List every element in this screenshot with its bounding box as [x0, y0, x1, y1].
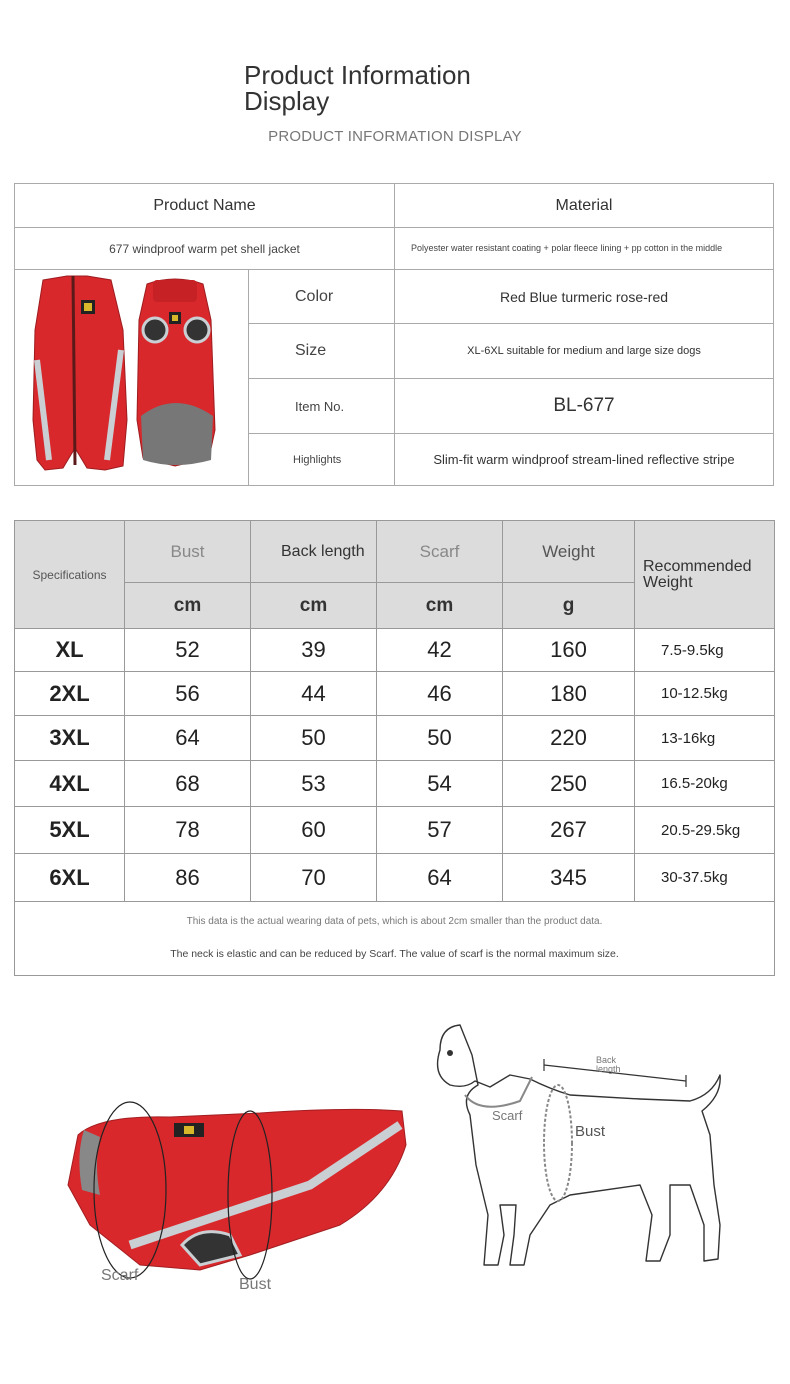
size-cell: XL — [55, 637, 84, 662]
bust-cell: 64 — [175, 725, 200, 750]
weight-cell: 250 — [550, 770, 587, 796]
product-name-label: Product Name — [153, 196, 256, 214]
page-title: Product Information Display — [244, 60, 471, 116]
table-row — [15, 716, 774, 760]
scarf-cell: 64 — [427, 864, 452, 890]
weight-cell: 267 — [550, 817, 587, 842]
jacket-scarf-label: Scarf — [101, 1267, 139, 1284]
jacket-measure-diagram — [60, 1095, 420, 1295]
table-note-scarf: The neck is elastic and can be reduced by Scarf. The value of scarf is the normal maximum size. — [170, 948, 619, 960]
spec-header: Specifications — [32, 567, 107, 582]
page-subtitle: PRODUCT INFORMATION DISPLAY — [268, 128, 522, 145]
size-label: Size — [295, 342, 327, 359]
table-row — [15, 807, 774, 853]
bust-cell: 52 — [175, 637, 200, 662]
jacket-bust-label: Bust — [239, 1276, 272, 1293]
back-cell: 70 — [301, 864, 326, 890]
back-cell: 44 — [301, 680, 326, 706]
back-cell: 53 — [301, 770, 326, 796]
product-info-table — [14, 183, 774, 486]
scarf-cell: 54 — [427, 770, 452, 796]
dog-bust-label: Bust — [575, 1123, 606, 1140]
recommended-weight-header: Recommended Weight — [643, 557, 752, 591]
weight-unit: g — [562, 594, 575, 616]
recommended-cell: 30-37.5kg — [661, 869, 728, 886]
weight-header: Weight — [542, 541, 595, 561]
scarf-header: Scarf — [419, 541, 460, 561]
scarf-unit: cm — [425, 594, 454, 616]
recommended-cell: 16.5-20kg — [661, 775, 728, 792]
weight-cell: 160 — [550, 637, 587, 662]
bust-header: Bust — [170, 541, 205, 561]
color-label: Color — [295, 287, 334, 305]
item-no-value: BL-677 — [553, 395, 615, 416]
dog-measure-diagram — [420, 1015, 740, 1305]
size-cell: 2XL — [49, 680, 90, 706]
weight-cell: 220 — [550, 725, 587, 750]
size-chart-table — [14, 520, 775, 976]
dog-scarf-label: Scarf — [492, 1108, 523, 1123]
back-cell: 39 — [301, 637, 326, 662]
table-row — [15, 761, 774, 806]
jacket-product-photo — [15, 270, 248, 485]
product-name-value: 677 windproof warm pet shell jacket — [109, 241, 300, 256]
table-row — [15, 672, 774, 715]
bust-unit: cm — [173, 594, 202, 616]
material-label: Material — [555, 196, 613, 214]
weight-cell: 345 — [550, 864, 587, 890]
highlights-value: Slim-fit warm windproof stream-lined reflective stripe — [433, 452, 735, 467]
bust-cell: 68 — [175, 770, 200, 796]
highlights-label: Highlights — [293, 453, 342, 466]
size-cell: 5XL — [49, 817, 90, 842]
back-cell: 60 — [301, 817, 326, 842]
recommended-cell: 7.5-9.5kg — [661, 641, 724, 659]
table-row — [15, 854, 774, 901]
size-cell: 4XL — [49, 770, 90, 796]
scarf-cell: 46 — [427, 680, 452, 706]
scarf-cell: 42 — [427, 637, 452, 662]
bust-cell: 56 — [175, 680, 200, 706]
item-no-label: Item No. — [295, 398, 345, 414]
back-length-header: Back length — [281, 542, 365, 560]
size-value: XL-6XL suitable for medium and large size dogs — [467, 345, 701, 357]
table-row — [15, 629, 774, 671]
bust-cell: 78 — [175, 817, 200, 842]
color-value: Red Blue turmeric rose-red — [499, 288, 669, 305]
dog-back-length-label: Back length — [596, 1055, 621, 1074]
recommended-cell: 10-12.5kg — [661, 685, 728, 702]
material-value: Polyester water resistant coating + polar fleece lining + pp cotton in the middle — [411, 243, 723, 253]
recommended-cell: 20.5-29.5kg — [661, 821, 741, 839]
weight-cell: 180 — [550, 680, 587, 706]
table-note-actual-data: This data is the actual wearing data of pets, which is about 2cm smaller than the product data. — [186, 916, 603, 927]
recommended-cell: 13-16kg — [661, 729, 716, 747]
scarf-cell: 50 — [427, 725, 452, 750]
size-cell: 6XL — [49, 864, 90, 890]
scarf-cell: 57 — [427, 817, 452, 842]
bust-cell: 86 — [175, 864, 200, 890]
back-cell: 50 — [301, 725, 326, 750]
back-unit: cm — [299, 594, 328, 616]
size-cell: 3XL — [49, 725, 90, 750]
